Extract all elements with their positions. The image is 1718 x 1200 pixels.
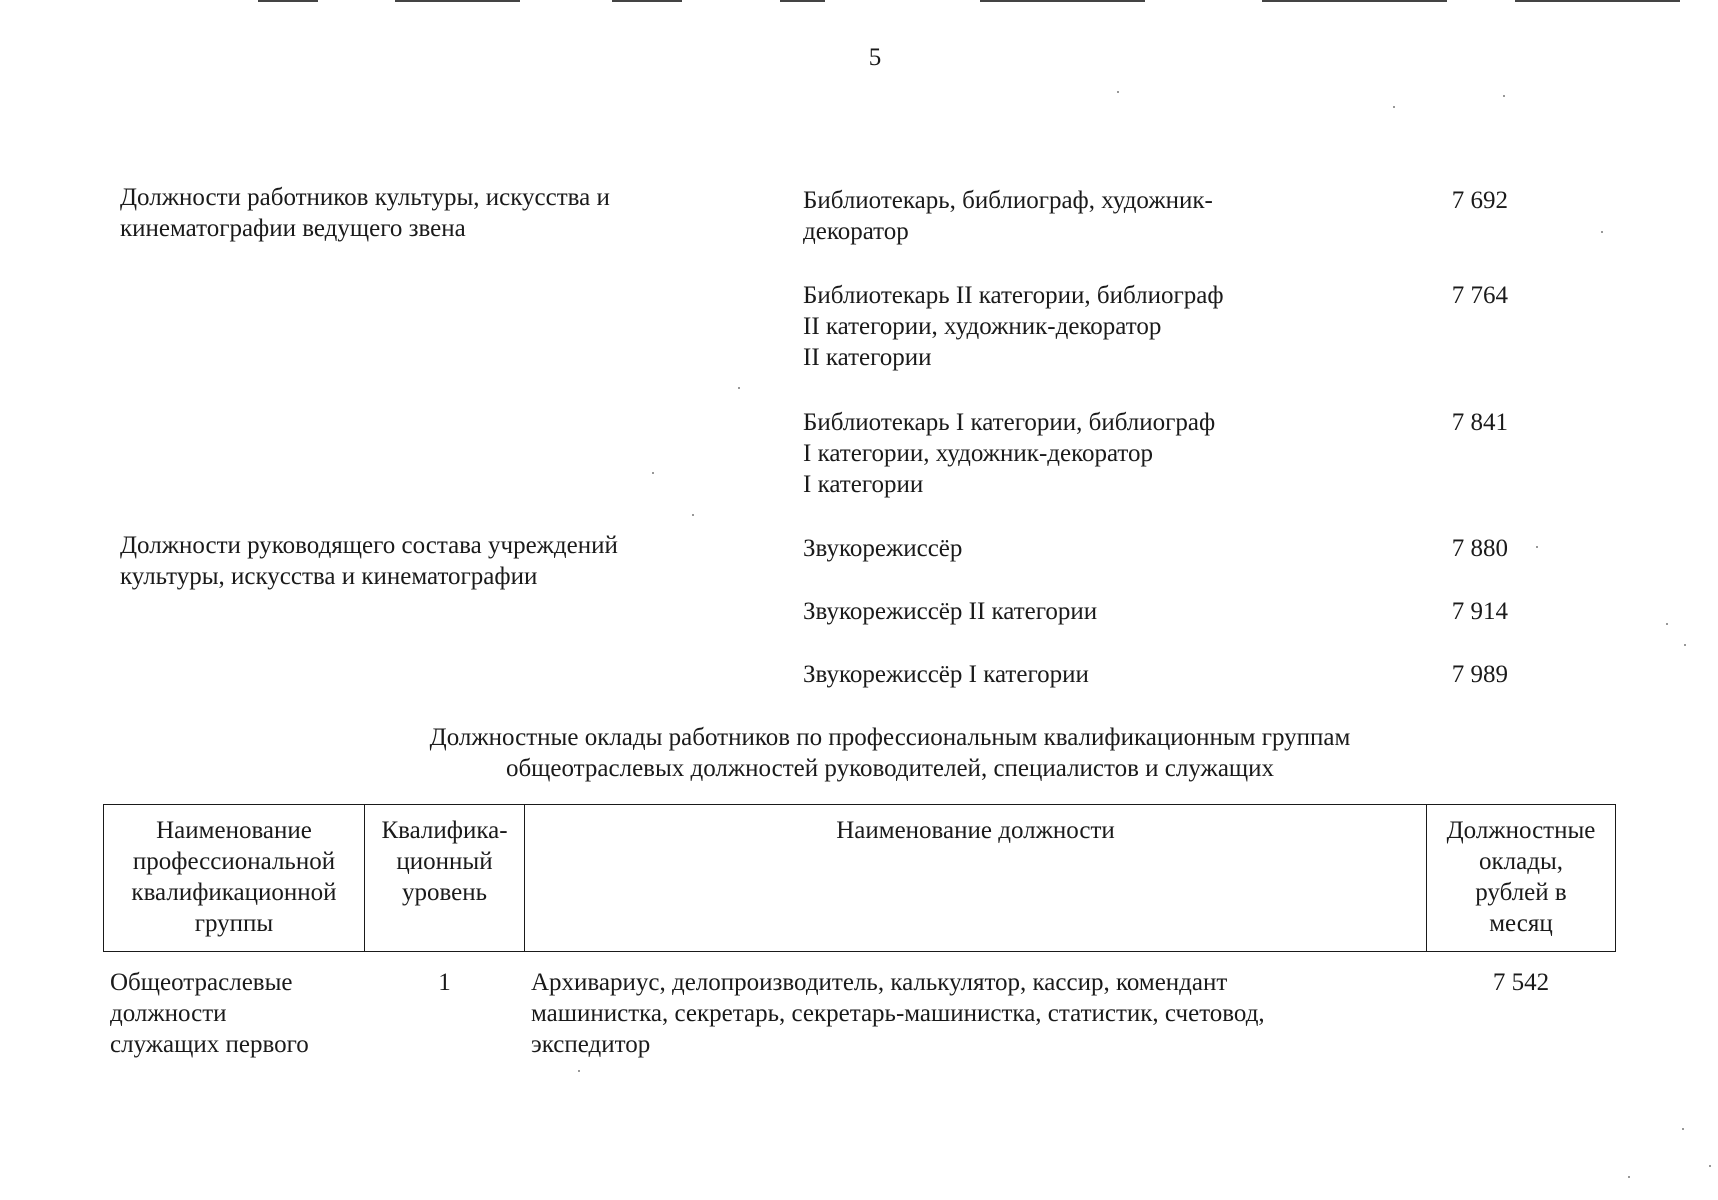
header-cell-level xyxy=(364,804,525,952)
top-edge-line xyxy=(980,0,1145,2)
position-line: II категории, художник-декоратор xyxy=(803,313,1162,340)
position-line: Звукорежиссёр xyxy=(803,535,963,562)
table-cell-position xyxy=(531,967,1421,1060)
table-cell-salary: 7 542 xyxy=(1492,969,1550,996)
position-line: Библиотекарь, библиограф, художник- xyxy=(803,187,1213,214)
cell-line: машинистка, секретарь, секретарь-машинистка, статистик, счетовод, xyxy=(531,1000,1265,1027)
scan-speck xyxy=(1503,95,1505,97)
scan-speck xyxy=(578,1070,580,1072)
group-title-line: кинематографии ведущего звена xyxy=(120,215,466,242)
salary-value: 7 841 xyxy=(1451,409,1508,436)
header-line: Должностные xyxy=(1446,817,1596,844)
top-edge-line xyxy=(1262,0,1447,2)
header-line: Наименование xyxy=(156,817,312,844)
cell-line: должности xyxy=(110,1000,227,1027)
scan-speck xyxy=(1666,623,1668,625)
cell-line: экспедитор xyxy=(531,1031,651,1058)
position-line: II категории xyxy=(803,344,932,371)
section-title xyxy=(300,722,1480,784)
cell-line: служащих первого xyxy=(110,1031,309,1058)
top-edge-line xyxy=(395,0,520,2)
header-line: оклады, xyxy=(1479,848,1563,875)
scan-speck xyxy=(1628,1176,1630,1178)
top-edge-line xyxy=(780,0,825,2)
header-line: ционный xyxy=(396,848,493,875)
scan-speck xyxy=(1601,231,1603,233)
scan-speck xyxy=(1536,546,1538,548)
scan-speck xyxy=(1684,644,1686,646)
table-cell-level: 1 xyxy=(438,969,451,996)
salary-value: 7 880 xyxy=(1451,535,1508,562)
header-line: месяц xyxy=(1489,910,1553,937)
salary-value: 7 989 xyxy=(1451,661,1508,688)
header-line: группы xyxy=(194,910,274,937)
top-edge-line xyxy=(1515,0,1680,2)
top-edge-line xyxy=(612,0,682,2)
header-line: рублей в xyxy=(1475,879,1567,906)
position-line: I категории, художник-декоратор xyxy=(803,440,1154,467)
position-line: Библиотекарь I категории, библиограф xyxy=(803,409,1216,436)
section-title-line: Должностные оклады работников по профессиональным квалификационным группам xyxy=(429,724,1351,751)
group-title-line: Должности руководящего состава учреждений xyxy=(120,532,618,559)
top-edge-line xyxy=(258,0,318,2)
position-line: декоратор xyxy=(803,218,909,245)
position-line: Звукорежиссёр I категории xyxy=(803,661,1089,688)
cell-line: Общеотраслевые xyxy=(110,969,293,996)
page-number: 5 xyxy=(868,44,882,71)
scan-speck xyxy=(1709,1165,1711,1167)
header-line: Наименование должности xyxy=(836,817,1115,844)
header-cell-group xyxy=(103,804,365,952)
scan-speck xyxy=(1682,1128,1684,1130)
scan-speck xyxy=(692,514,694,516)
header-cell-salary xyxy=(1426,804,1616,952)
scan-speck xyxy=(1393,106,1395,108)
group-title-line: культуры, искусства и кинематографии xyxy=(120,563,538,590)
group-title-line: Должности работников культуры, искусства и xyxy=(120,184,610,211)
salary-value: 7 764 xyxy=(1451,282,1508,309)
position-line: I категории xyxy=(803,471,924,498)
header-line: профессиональной xyxy=(132,848,336,875)
section-title-line: общеотраслевых должностей руководителей, специалистов и служащих xyxy=(505,755,1275,782)
position-line: Звукорежиссёр II категории xyxy=(803,598,1098,625)
table-cell-group xyxy=(110,967,360,1060)
header-line: квалификационной xyxy=(131,879,337,906)
salary-value: 7 914 xyxy=(1451,598,1508,625)
position-line: Библиотекарь II категории, библиограф xyxy=(803,282,1224,309)
scan-speck xyxy=(1117,91,1119,93)
header-cell-position xyxy=(524,804,1427,952)
header-line: уровень xyxy=(401,879,488,906)
scan-speck xyxy=(738,387,740,389)
salary-value: 7 692 xyxy=(1451,187,1508,214)
header-line: Квалифика- xyxy=(381,817,508,844)
scan-speck xyxy=(652,472,654,474)
cell-line: Архивариус, делопроизводитель, калькулятор, кассир, комендант xyxy=(531,969,1228,996)
